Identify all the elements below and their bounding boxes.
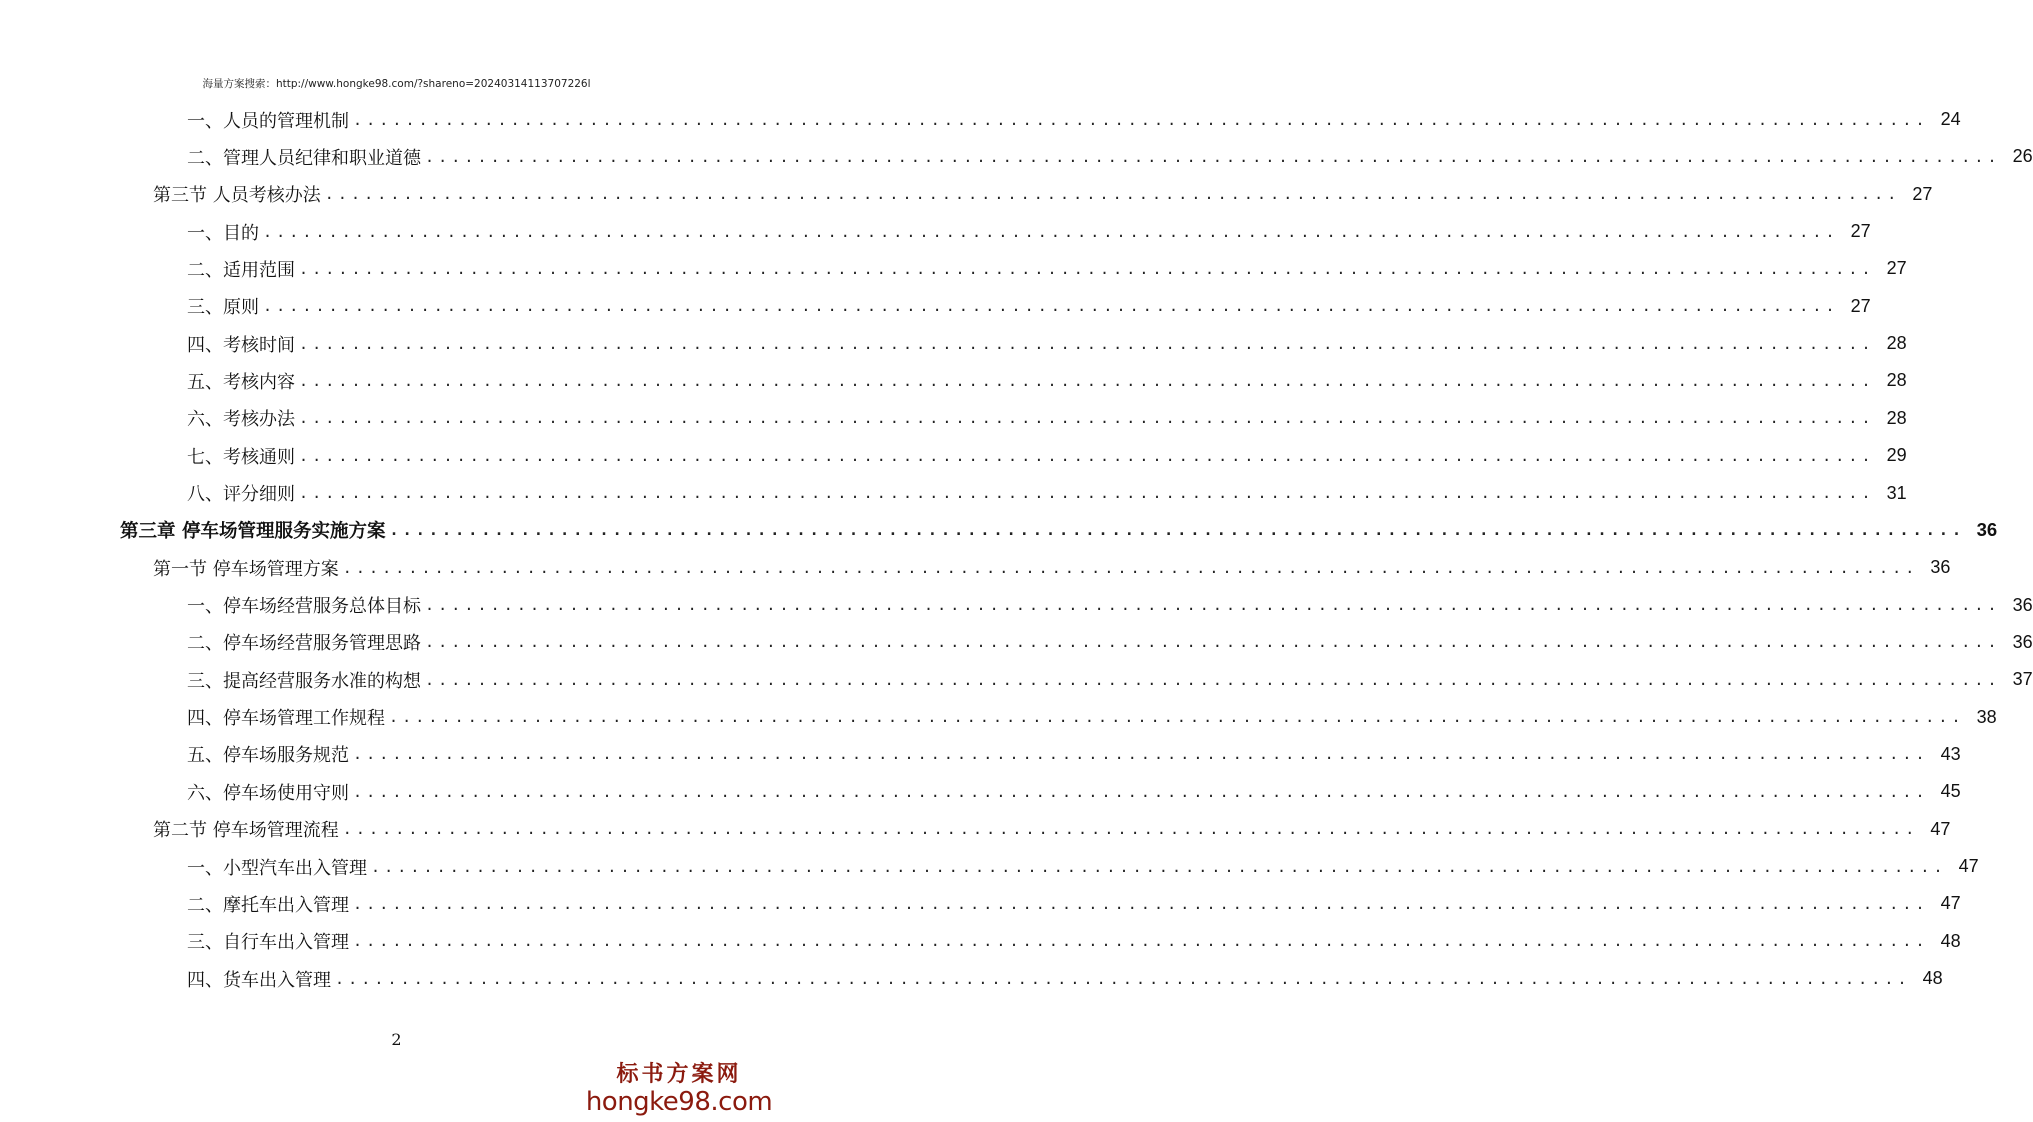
toc-item[interactable] bbox=[187, 400, 1907, 437]
toc-label: 第二节 停车场管理流程 bbox=[153, 820, 339, 842]
toc-item[interactable] bbox=[187, 213, 1871, 250]
toc-item[interactable] bbox=[187, 587, 2033, 624]
toc-chapter[interactable] bbox=[120, 512, 1998, 549]
toc-leader-dots: ........................................................................................................................ bbox=[299, 409, 1875, 428]
toc-leader-dots: ........................................................................................................................ bbox=[263, 222, 1839, 241]
toc-item[interactable] bbox=[187, 736, 1961, 773]
toc-label: 二、管理人员纪律和职业道德 bbox=[187, 147, 421, 169]
toc-leader-dots: ........................................................................................................................ bbox=[299, 371, 1875, 390]
toc-page-number: 28 bbox=[1886, 370, 1907, 391]
toc-item[interactable] bbox=[187, 661, 2033, 698]
toc-page-number: 36 bbox=[1930, 557, 1951, 578]
toc-label: 三、提高经营服务水准的构想 bbox=[187, 670, 421, 692]
toc-label: 一、目的 bbox=[187, 222, 259, 244]
toc-leader-dots: ........................................................................................................................ bbox=[324, 185, 1901, 204]
toc-item[interactable] bbox=[187, 325, 1907, 362]
toc-page-number: 27 bbox=[1850, 221, 1871, 242]
watermark-url: hongke98.com bbox=[585, 1087, 773, 1117]
toc-item[interactable] bbox=[187, 475, 1907, 512]
toc-leader-dots: ........................................................................................................................ bbox=[353, 894, 1929, 913]
toc-label: 四、考核时间 bbox=[187, 334, 295, 356]
toc-leader-dots: ........................................................................................................................ bbox=[342, 558, 1919, 577]
toc-page-number: 43 bbox=[1940, 743, 1961, 764]
toc-item[interactable] bbox=[187, 624, 2033, 661]
toc-item[interactable] bbox=[187, 923, 1961, 960]
toc-leader-dots: ........................................................................................................................ bbox=[389, 708, 1965, 727]
toc-page-number: 36 bbox=[1976, 519, 1998, 541]
toc-section[interactable] bbox=[153, 176, 1933, 213]
toc-item[interactable] bbox=[187, 885, 1961, 922]
toc-page-number: 45 bbox=[1940, 781, 1961, 802]
toc-page-number: 47 bbox=[1940, 893, 1961, 914]
toc-leader-dots: ........................................................................................................................ bbox=[353, 110, 1929, 129]
toc-item[interactable] bbox=[187, 773, 1961, 810]
watermark-logo bbox=[579, 1060, 779, 1116]
toc-label: 一、小型汽车出入管理 bbox=[187, 857, 367, 879]
toc-page-number: 36 bbox=[2012, 631, 2033, 652]
toc-page-number: 24 bbox=[1940, 109, 1961, 129]
toc-label: 二、摩托车出入管理 bbox=[187, 894, 349, 916]
toc-label: 一、停车场经营服务总体目标 bbox=[187, 596, 421, 618]
toc-item[interactable] bbox=[187, 101, 1961, 138]
toc-page-number: 48 bbox=[1940, 930, 1961, 951]
toc-leader-dots: ........................................................................................................................ bbox=[263, 297, 1839, 316]
watermark-title: 标书方案网 bbox=[616, 1061, 742, 1087]
toc-item[interactable] bbox=[187, 288, 1871, 325]
toc-label: 第三节 人员考核办法 bbox=[153, 185, 321, 207]
toc-item[interactable] bbox=[187, 250, 1907, 287]
toc-leader-dots: ........................................................................................................................ bbox=[425, 670, 2001, 689]
toc-leader-dots: ........................................................................................................................ bbox=[425, 633, 2001, 652]
toc-label: 五、考核内容 bbox=[187, 371, 295, 393]
toc-section[interactable] bbox=[153, 549, 1951, 586]
toc-leader-dots: ........................................................................................................................ bbox=[425, 596, 2001, 615]
toc-leader-dots: ........................................................................................................................ bbox=[425, 147, 2001, 166]
toc-label: 三、自行车出入管理 bbox=[187, 932, 349, 954]
header-url: 海量方案搜索：http://www.hongke98.com/?shareno=20240314113707226l bbox=[202, 78, 591, 90]
toc-leader-dots: ........................................................................................................................ bbox=[299, 334, 1875, 353]
toc-label: 四、停车场管理工作规程 bbox=[187, 708, 385, 730]
toc-page-number: 27 bbox=[1912, 183, 1933, 204]
toc-page-number: 29 bbox=[1886, 445, 1907, 466]
toc-page-number: 27 bbox=[1850, 295, 1871, 316]
toc-item[interactable] bbox=[187, 362, 1907, 399]
toc-label: 二、适用范围 bbox=[187, 259, 295, 281]
toc-page-number: 36 bbox=[2012, 594, 2033, 615]
toc-item[interactable] bbox=[187, 848, 1979, 885]
toc-page-number: 27 bbox=[1886, 258, 1907, 279]
toc-label: 五、停车场服务规范 bbox=[187, 745, 349, 767]
toc-leader-dots: ........................................................................................................................ bbox=[353, 745, 1929, 764]
toc-item[interactable] bbox=[187, 699, 1997, 736]
page-number: 2 bbox=[391, 1030, 402, 1049]
toc-item[interactable] bbox=[187, 138, 2033, 175]
toc-item[interactable] bbox=[187, 437, 1907, 474]
toc-leader-dots: ........................................................................................................................ bbox=[299, 259, 1875, 278]
toc-label: 六、考核办法 bbox=[187, 409, 295, 431]
toc-leader-dots: ........................................................................................................................ bbox=[342, 820, 1919, 839]
toc-leader-dots: ........................................................................................................................ bbox=[335, 969, 1911, 988]
toc-leader-dots: ........................................................................................................................ bbox=[371, 857, 1947, 876]
toc-leader-dots: ........................................................................................................................ bbox=[389, 521, 1966, 540]
toc-page-number: 48 bbox=[1922, 968, 1943, 989]
toc-section[interactable] bbox=[153, 811, 1951, 848]
toc-leader-dots: ........................................................................................................................ bbox=[353, 932, 1929, 951]
toc-leader-dots: ........................................................................................................................ bbox=[299, 446, 1875, 465]
toc-page-number: 38 bbox=[1976, 706, 1997, 727]
toc-label: 八、评分细则 bbox=[187, 484, 295, 505]
toc-page-number: 37 bbox=[2012, 669, 2033, 690]
toc-leader-dots: ........................................................................................................................ bbox=[353, 782, 1929, 801]
toc-page-number: 26 bbox=[2012, 146, 2033, 167]
toc-label: 七、考核通则 bbox=[187, 446, 295, 468]
toc-label: 四、货车出入管理 bbox=[187, 969, 331, 991]
toc-page-number: 28 bbox=[1886, 407, 1907, 428]
toc-page-number: 28 bbox=[1886, 333, 1907, 354]
toc-label: 第一节 停车场管理方案 bbox=[153, 558, 339, 580]
toc-label: 三、原则 bbox=[187, 297, 259, 319]
toc-page-number: 47 bbox=[1958, 856, 1979, 876]
toc-label: 一、人员的管理机制 bbox=[187, 110, 349, 132]
toc-page-number: 47 bbox=[1930, 818, 1951, 839]
toc-item[interactable] bbox=[187, 960, 1943, 997]
toc-label: 六、停车场使用守则 bbox=[187, 782, 349, 804]
toc-page-number: 31 bbox=[1886, 482, 1907, 503]
toc-label: 二、停车场经营服务管理思路 bbox=[187, 633, 421, 655]
toc-leader-dots: ........................................................................................................................ bbox=[299, 484, 1875, 502]
toc-label: 第三章 停车场管理服务实施方案 bbox=[120, 521, 386, 543]
